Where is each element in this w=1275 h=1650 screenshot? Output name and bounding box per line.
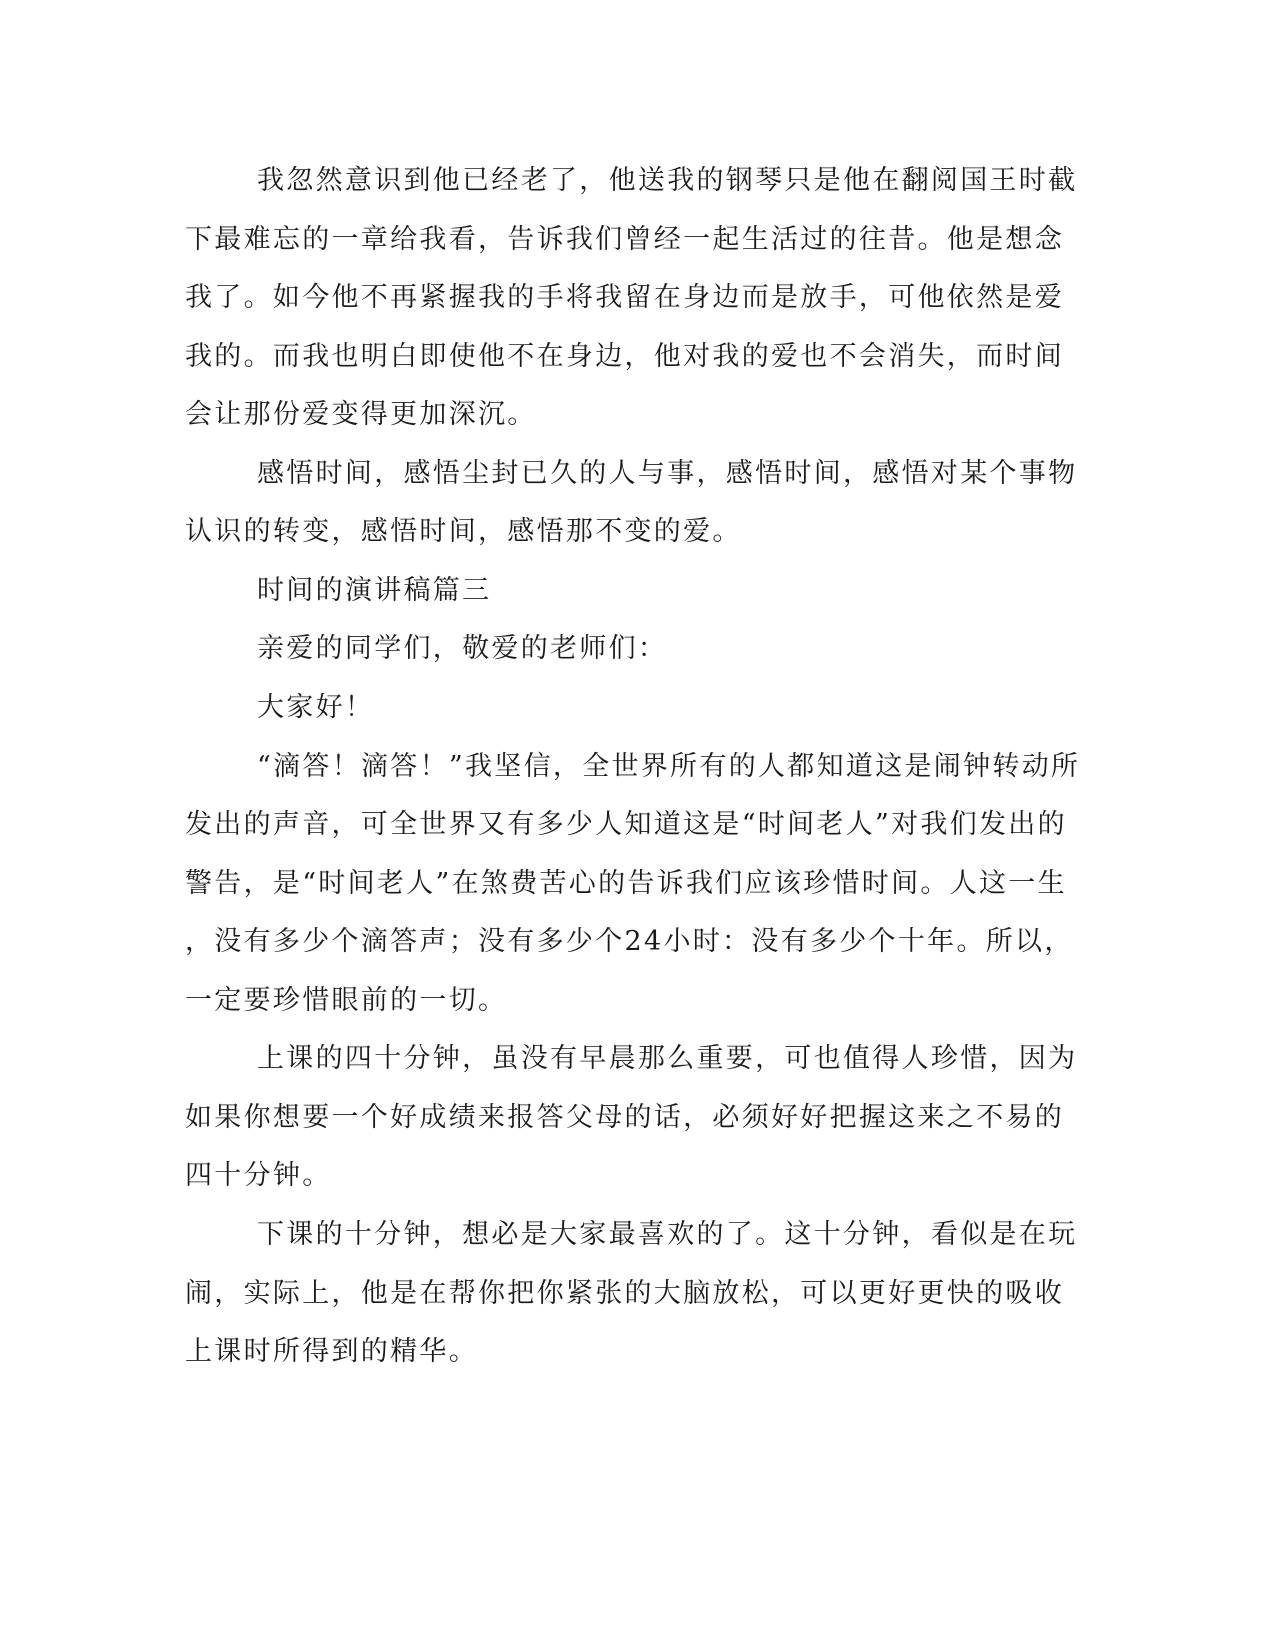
paragraph-line: 上课时所得到的精华。 xyxy=(185,1336,478,1367)
paragraph-line: ，没有多少个滴答声；没有多少个24小时：没有多少个十年。所以， xyxy=(185,926,1074,957)
paragraph-line: 闹，实际上，他是在帮你把你紧张的大脑放松，可以更好更快的吸收 xyxy=(185,1278,1064,1309)
greeting-line: 大家好！ xyxy=(257,692,375,723)
section-heading: 时间的演讲稿篇三 xyxy=(257,575,492,606)
paragraph-line: 发出的声音，可全世界又有多少人知道这是“时间老人”对我们发出的 xyxy=(185,809,1067,840)
paragraph-line: “滴答！滴答！”我坚信，全世界所有的人都知道这是闹钟转动所 xyxy=(257,751,1081,782)
paragraph-line: 认识的转变，感悟时间，感悟那不变的爱。 xyxy=(185,516,742,547)
paragraph-line: 下课的十分钟，想必是大家最喜欢的了。这十分钟，看似是在玩 xyxy=(257,1219,1078,1250)
paragraph-line: 我忽然意识到他已经老了，他送我的钢琴只是他在翻阅国王时截 xyxy=(257,165,1078,196)
salutation-line: 亲爱的同学们，敬爱的老师们： xyxy=(257,633,668,664)
paragraph-line: 上课的四十分钟，虽没有早晨那么重要，可也值得人珍惜，因为 xyxy=(257,1043,1078,1074)
paragraph-line: 会让那份爱变得更加深沉。 xyxy=(185,399,537,430)
paragraph-line: 我了。如今他不再紧握我的手将我留在身边而是放手，可他依然是爱 xyxy=(185,282,1064,313)
paragraph-line: 我的。而我也明白即使他不在身边，他对我的爱也不会消失，而时间 xyxy=(185,341,1064,372)
paragraph-line: 感悟时间，感悟尘封已久的人与事，感悟时间，感悟对某个事物 xyxy=(257,458,1078,489)
paragraph-line: 如果你想要一个好成绩来报答父母的话，必须好好把握这来之不易的 xyxy=(185,1102,1064,1133)
paragraph-line: 一定要珍惜眼前的一切。 xyxy=(185,985,508,1016)
paragraph-line: 下最难忘的一章给我看，告诉我们曾经一起生活过的往昔。他是想念 xyxy=(185,224,1064,255)
paragraph-line: 四十分钟。 xyxy=(185,1160,332,1191)
paragraph-line: 警告，是“时间老人”在煞费苦心的告诉我们应该珍惜时间。人这一生 xyxy=(185,868,1067,899)
